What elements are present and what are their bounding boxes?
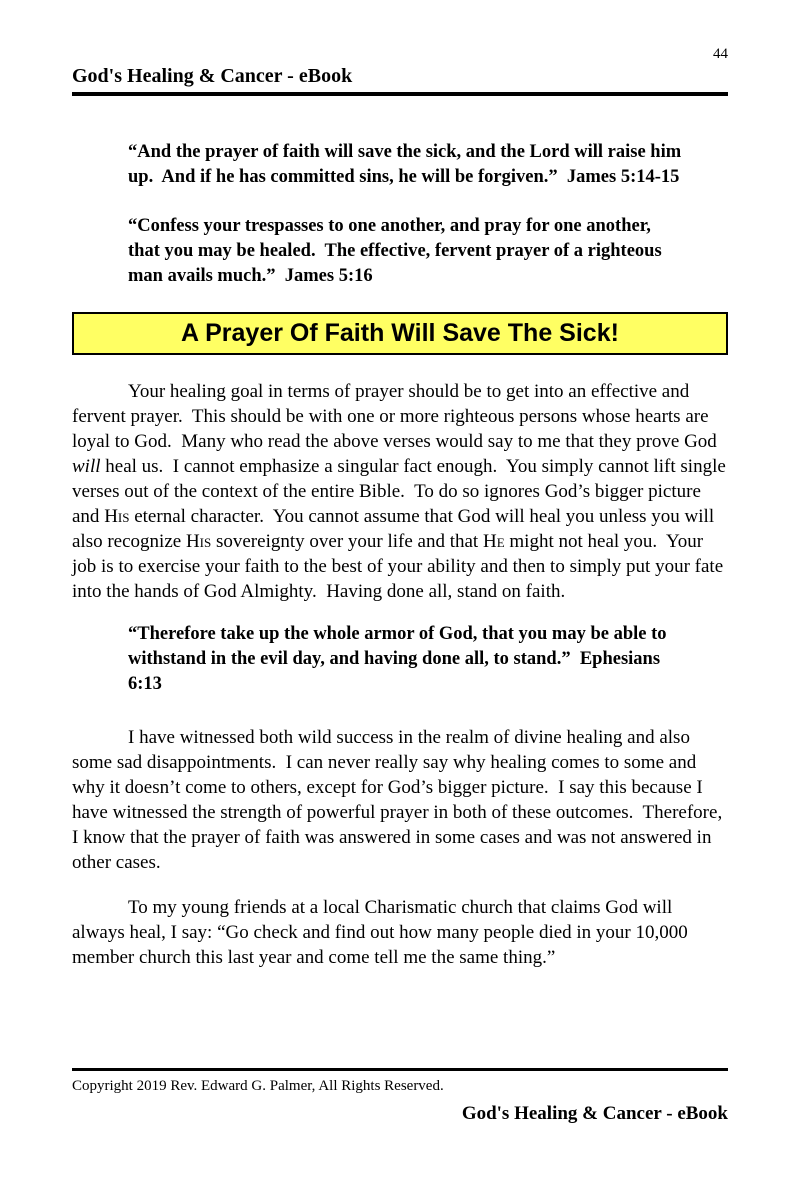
body-paragraph-1 [72, 379, 731, 604]
header-title: God's Healing & Cancer - eBook [72, 64, 728, 96]
body-paragraph-3 [72, 895, 728, 970]
body-paragraph-2 [72, 725, 728, 875]
text-segment-smallcaps: He [482, 531, 505, 552]
text-segment-smallcaps: His [185, 531, 212, 552]
text-segment: I have witnessed both wild success in the realm of divine healing and also some sad disappointments. I can never really say why healing comes to some and why it doesn’t come to others, except for God’s bigger picture. I say this because I have witnessed the strength of powerful prayer in both of these outcomes. Therefore, I know that the prayer of faith was answered in some cases and was not answered in other cases. [72, 727, 727, 873]
text-segment: Your healing goal in terms of prayer should be to get into an effective and fervent prayer. This should be with one or more righteous persons whose hearts are loyal to God. Many who read the above verses would say to me that they prove God [72, 381, 722, 452]
text-segment-smallcaps: His [104, 506, 130, 527]
text-segment: To my young friends at a local Charismatic church that claims God will always heal, I say: “Go check and find out how many people died in your 10,000 member church this last year and come tell me the same thing.” [72, 897, 693, 968]
banner-heading: A Prayer Of Faith Will Save The Sick! [72, 312, 728, 355]
footer-title: God's Healing & Cancer - eBook [461, 1103, 728, 1124]
text-segment: sovereignty over your life and that [211, 531, 483, 552]
footer-copyright: Copyright 2019 Rev. Edward G. Palmer, All Rights Reserved. [72, 1078, 444, 1094]
text-segment: eternal character. You cannot assume that God will heal you unless you will also recognize [72, 506, 719, 552]
text-segment-italic: will [72, 456, 101, 477]
text-segment: might not heal you. Your job is to exercise your faith to the best of your ability and then to simply put your fate into the hands of God Almighty. Having done all, stand on faith. [72, 531, 728, 602]
footer-rule [72, 1068, 728, 1071]
page-number: 44 [713, 46, 728, 62]
page-footer [72, 1068, 728, 1125]
scripture-quote-james-5-16: “Confess your trespasses to one another, and pray for one another, that you may be healed. The effective, fervent prayer of a righteous man avails much.” James 5:16 [128, 216, 667, 286]
scripture-quote-james-5-14-15: “And the prayer of faith will save the sick, and the Lord will raise him up. And if he has committed sins, he will be forgiven.” James 5:14-15 [128, 142, 686, 187]
text-segment: heal us. I cannot emphasize a singular fact enough. You simply cannot lift single verses out of the context of the entire Bible. To do so ignores God’s bigger picture and [72, 456, 731, 527]
scripture-quote-ephesians-6-13: “Therefore take up the whole armor of God, that you may be able to withstand in the evil day, and having done all, to stand.” Ephesians 6:13 [128, 624, 672, 694]
